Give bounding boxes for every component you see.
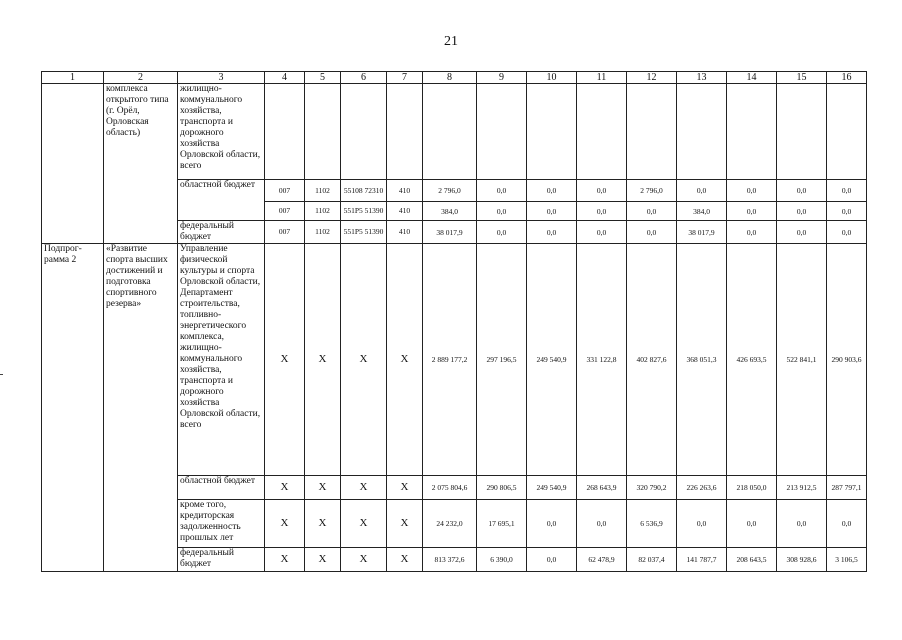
cell: 0,0: [777, 500, 827, 548]
cell: Х: [265, 476, 305, 500]
table-row: [42, 244, 867, 476]
cell: 007: [265, 202, 305, 221]
cell: 55108 72310: [341, 180, 387, 202]
subprogram-title: «Развитие спорта высших достижений и подготовка спортивного резерва»: [104, 244, 178, 572]
cell: Х: [265, 244, 305, 476]
cell: 0,0: [827, 221, 867, 244]
cell: Х: [387, 548, 423, 572]
column-number-row: [42, 72, 867, 84]
cell: 0,0: [627, 221, 677, 244]
cell: 213 912,5: [777, 476, 827, 500]
cell: Х: [341, 500, 387, 548]
cell: 0,0: [827, 500, 867, 548]
colnum: 8: [423, 72, 477, 84]
colnum: 1: [42, 72, 104, 84]
cell: 2 796,0: [423, 180, 477, 202]
cell: Х: [265, 548, 305, 572]
cell: Х: [305, 500, 341, 548]
source-regional: областной бюджет: [178, 180, 265, 221]
cell: 0,0: [477, 180, 527, 202]
executor-cell: жилищно-коммунального хозяйства, транспорта и дорожного хозяйства Орловской области, всего: [178, 84, 265, 180]
cell: 24 232,0: [423, 500, 477, 548]
cell: 2 075 804,6: [423, 476, 477, 500]
cell: 320 790,2: [627, 476, 677, 500]
cell: 410: [387, 180, 423, 202]
cell: 551P5 51390: [341, 202, 387, 221]
cell: 3 106,5: [827, 548, 867, 572]
cell: 402 827,6: [627, 244, 677, 476]
colnum: 7: [387, 72, 423, 84]
cell: 0,0: [627, 202, 677, 221]
cell: 1102: [305, 221, 341, 244]
cell: 410: [387, 221, 423, 244]
executor-cell: Управление физической культуры и спорта Орловской области, Департамент строительства, топливно-энергетического комплекса, жилищно-коммунального хозяйства, транспорта и дорожного хозяйства Орловской области, всего: [178, 244, 265, 476]
cell: 0,0: [577, 202, 627, 221]
cell: 249 540,9: [527, 476, 577, 500]
cell: 290 806,5: [477, 476, 527, 500]
cell-empty: [42, 84, 104, 244]
cell: 0,0: [677, 500, 727, 548]
cell: 0,0: [727, 221, 777, 244]
cell: Х: [305, 476, 341, 500]
cell: 38 017,9: [423, 221, 477, 244]
cell: 141 787,7: [677, 548, 727, 572]
cell: 0,0: [777, 180, 827, 202]
cell: 2 889 177,2: [423, 244, 477, 476]
table-row: [42, 84, 867, 180]
cell: 0,0: [727, 500, 777, 548]
cell: 218 050,0: [727, 476, 777, 500]
colnum: 16: [827, 72, 867, 84]
page-number: 21: [444, 34, 458, 49]
cell: 551P5 51390: [341, 221, 387, 244]
cell: 007: [265, 180, 305, 202]
cell: 368 051,3: [677, 244, 727, 476]
cell: Х: [341, 476, 387, 500]
budget-table: [41, 71, 867, 572]
cell: 82 037,4: [627, 548, 677, 572]
cell: 0,0: [677, 180, 727, 202]
margin-tick: [0, 374, 3, 376]
colnum: 3: [178, 72, 265, 84]
cell: 522 841,1: [777, 244, 827, 476]
cell: 426 693,5: [727, 244, 777, 476]
subprogram-label: Подпрог-рамма 2: [42, 244, 104, 572]
cell: 268 643,9: [577, 476, 627, 500]
cell: Х: [341, 244, 387, 476]
cell: 2 796,0: [627, 180, 677, 202]
source-federal: федеральный бюджет: [178, 548, 265, 572]
cell: 297 196,5: [477, 244, 527, 476]
cell: 0,0: [527, 180, 577, 202]
cell: 007: [265, 221, 305, 244]
cell: 0,0: [577, 500, 627, 548]
source-regional: областной бюджет: [178, 476, 265, 500]
colnum: 9: [477, 72, 527, 84]
cell: 0,0: [727, 180, 777, 202]
cell: Х: [341, 548, 387, 572]
cell: Х: [387, 476, 423, 500]
cell: 308 928,6: [777, 548, 827, 572]
cell: 1102: [305, 180, 341, 202]
cell: 0,0: [827, 180, 867, 202]
colnum: 13: [677, 72, 727, 84]
cell: 0,0: [477, 202, 527, 221]
cell: 0,0: [777, 221, 827, 244]
object-name: комплекса открытого типа (г. Орёл, Орловская область): [104, 84, 178, 244]
cell: 0,0: [577, 180, 627, 202]
cell: 0,0: [577, 221, 627, 244]
cell: 0,0: [527, 500, 577, 548]
cell: Х: [387, 244, 423, 476]
cell: Х: [265, 500, 305, 548]
colnum: 2: [104, 72, 178, 84]
colnum: 11: [577, 72, 627, 84]
cell: Х: [387, 500, 423, 548]
cell: 208 643,5: [727, 548, 777, 572]
source-arrears: кроме того, кредиторская задолженность прошлых лет: [178, 500, 265, 548]
colnum: 10: [527, 72, 577, 84]
cell: 249 540,9: [527, 244, 577, 476]
cell: 226 263,6: [677, 476, 727, 500]
cell: 0,0: [477, 221, 527, 244]
colnum: 15: [777, 72, 827, 84]
cell: 0,0: [527, 221, 577, 244]
cell: 0,0: [727, 202, 777, 221]
cell: 331 122,8: [577, 244, 627, 476]
cell: 0,0: [777, 202, 827, 221]
cell: Х: [305, 548, 341, 572]
cell: 410: [387, 202, 423, 221]
cell: 38 017,9: [677, 221, 727, 244]
cell: Х: [305, 244, 341, 476]
colnum: 12: [627, 72, 677, 84]
cell: 1102: [305, 202, 341, 221]
cell: 0,0: [527, 548, 577, 572]
cell: 17 695,1: [477, 500, 527, 548]
cell: 384,0: [677, 202, 727, 221]
cell: 813 372,6: [423, 548, 477, 572]
cell: 0,0: [527, 202, 577, 221]
cell: 384,0: [423, 202, 477, 221]
cell: 0,0: [827, 202, 867, 221]
source-federal: федеральный бюджет: [178, 221, 265, 244]
colnum: 5: [305, 72, 341, 84]
cell: 62 478,9: [577, 548, 627, 572]
cell: 6 390,0: [477, 548, 527, 572]
cell: 6 536,9: [627, 500, 677, 548]
cell: 290 903,6: [827, 244, 867, 476]
cell: 287 797,1: [827, 476, 867, 500]
colnum: 14: [727, 72, 777, 84]
colnum: 4: [265, 72, 305, 84]
colnum: 6: [341, 72, 387, 84]
